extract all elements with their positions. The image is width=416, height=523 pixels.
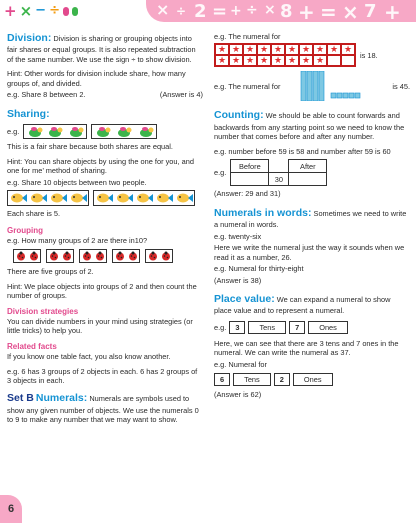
- star-cell: ★: [215, 55, 229, 66]
- middle-number-cell: 30: [269, 173, 289, 186]
- banner-pill: [63, 7, 69, 16]
- fish-icon: [155, 192, 173, 204]
- division-example-row: [7, 90, 203, 99]
- ones-value-2: 2: [274, 373, 290, 386]
- numerals-words-heading: Numerals in words:: [214, 206, 312, 219]
- counting-heading: Counting:: [214, 109, 264, 122]
- fish-icon: [49, 192, 67, 204]
- sharing-text: This is a fair share because both shares are equal.: [7, 142, 173, 152]
- fish-icon: [115, 192, 133, 204]
- ladybug-icon: [115, 251, 125, 261]
- strategies-heading: Division strategies: [7, 306, 79, 316]
- numeral-for-blocks-answer: is 45.: [392, 81, 410, 91]
- star-cell: ★: [285, 44, 299, 55]
- grouping-heading: Grouping: [7, 225, 43, 235]
- place-value-explain: Here, we can see that there are 3 tens and 7 ones in the numeral. We can write the numeral as 37.: [214, 338, 399, 358]
- strategies-text: You can divide numbers in your mind using strategies (or little tricks) to help you.: [7, 316, 193, 336]
- star-cell: ★: [243, 44, 257, 55]
- division-example: e.g. Share 8 between 2.: [7, 90, 86, 100]
- star-cell: ★: [313, 44, 327, 55]
- related-facts-heading: Related facts: [7, 341, 57, 351]
- star-cell: ★: [271, 55, 285, 66]
- setb-text: Numerals are symbols used to show any given number of objects. We use the numerals 0 to 9 to make any number that we may want to show.: [7, 394, 199, 425]
- turtle-icon: [46, 124, 64, 139]
- star-cell: ★: [229, 55, 243, 66]
- numerals-words-text: Sometimes we need to write a numeral in words.: [214, 208, 407, 230]
- setb-label: Set B: [7, 392, 34, 405]
- banner-math-symbols: [4, 2, 78, 21]
- numeral-for-stars-answer: is 18.: [360, 50, 378, 60]
- numerals-words-example: e.g. twenty-six: [214, 231, 262, 241]
- fish-icon: [175, 192, 193, 204]
- sharing-eg-label: e.g.: [7, 126, 20, 136]
- division-text: Division is sharing or grouping objects into fair shares or equal groups. It is also repeated subtraction of the same number. We use the sign ÷ to show division.: [7, 34, 196, 64]
- ladybug-icon: [82, 251, 92, 261]
- right-column: [214, 32, 410, 402]
- minus-icon: −: [35, 3, 47, 19]
- sharing-result: Each share is 5.: [7, 209, 60, 219]
- sharing-hint: Hint: You can share objects by using the one for you, and one for me’ method of sharing.: [7, 156, 194, 176]
- grouping-result: There are five groups of 2.: [7, 267, 94, 277]
- turtle-icon: [115, 124, 133, 139]
- place-value-answer: (Answer is 62): [214, 390, 262, 400]
- top-banner: [0, 0, 416, 26]
- fish-icon: [135, 192, 153, 204]
- star-cell: ★: [257, 55, 271, 66]
- ladybug-group-box: [145, 249, 173, 263]
- sharing-heading: Sharing:: [7, 107, 50, 120]
- place-value-eg-label: e.g.: [214, 322, 227, 332]
- after-blank-cell[interactable]: [289, 173, 327, 186]
- banner-pink-strip: × ÷ 2 = + ÷ × 8 + = × 7 +: [146, 0, 416, 22]
- star-cell: ★: [229, 44, 243, 55]
- fish-icon: [95, 192, 113, 204]
- turtle-icon: [26, 124, 44, 139]
- star-cell: ★: [313, 55, 327, 66]
- counting-text: We should be able to count forwards and backwards from any starting point so we need to know the number that comes before and after any number.: [214, 111, 405, 142]
- grouping-hint: Hint: We place objects into groups of 2 and then count the number of groups.: [7, 281, 197, 301]
- division-hint: Hint: Other words for division include share, how many groups of, and divided.: [7, 69, 186, 88]
- counting-paragraph: [214, 109, 410, 141]
- page-number: 6: [0, 495, 22, 523]
- star-cell: ★: [327, 44, 341, 55]
- ladybug-groups: [13, 249, 203, 263]
- related-facts-example: e.g. 6 has 3 groups of 2 objects in each. 6 has 2 groups of 3 objects in each.: [7, 366, 198, 386]
- ones-label: Ones: [308, 321, 348, 334]
- divide-icon: ÷: [49, 3, 60, 19]
- related-facts-text: If you know one table fact, you also know another.: [7, 352, 171, 362]
- division-heading: Division:: [7, 32, 52, 44]
- after-header: After: [289, 160, 327, 173]
- before-header: Before: [231, 160, 269, 173]
- turtle-icon: [94, 124, 112, 139]
- setb-numerals-heading: Numerals:: [35, 392, 88, 405]
- ladybug-icon: [148, 251, 158, 261]
- blocks-row: [214, 71, 410, 101]
- tens-value: 3: [229, 321, 245, 334]
- star-cell: ★: [271, 44, 285, 55]
- before-after-row: [214, 159, 410, 186]
- times-icon: ×: [19, 2, 33, 20]
- counting-eg-label: e.g.: [214, 168, 227, 178]
- star-cell: ★: [341, 44, 355, 55]
- ladybug-icon: [49, 251, 59, 261]
- ones-value: 7: [289, 321, 305, 334]
- ladybug-group-box: [46, 249, 74, 263]
- turtle-group-box: [23, 124, 87, 139]
- counting-answer: (Answer: 29 and 31): [214, 189, 281, 199]
- numerals-words-answer: (Answer is 38): [214, 275, 262, 285]
- division-answer: (Answer is 4): [159, 90, 203, 100]
- numerals-words-example2: e.g. Numeral for thirty-eight: [214, 264, 304, 274]
- place-value-example2-row: [214, 373, 410, 386]
- sharing-example: e.g. Share 10 objects between two people.: [7, 177, 147, 187]
- grouping-example: e.g. How many groups of 2 are there in10?: [7, 235, 148, 245]
- star-cell: ★: [299, 55, 313, 66]
- star-cell: ★: [215, 44, 229, 55]
- turtle-group-box: [91, 124, 157, 139]
- ladybug-icon: [62, 251, 72, 261]
- turtle-icon: [137, 124, 155, 139]
- star-ten-frame: [214, 43, 356, 67]
- fish-groups: [7, 190, 203, 206]
- star-cell: [327, 55, 341, 66]
- ladybug-group-box: [79, 249, 107, 263]
- sharing-example-row: [7, 124, 203, 139]
- place-value-heading: Place value:: [214, 293, 275, 306]
- ladybug-group-box: [13, 249, 41, 263]
- place-value-paragraph: [214, 293, 410, 316]
- tens-label: Tens: [248, 321, 286, 334]
- banner-pill: [72, 7, 78, 16]
- base-ten-blocks-icon: [299, 71, 373, 101]
- before-blank-cell[interactable]: [231, 173, 269, 186]
- ones-label-2: Ones: [293, 373, 333, 386]
- star-cell: ★: [257, 44, 271, 55]
- ladybug-icon: [128, 251, 138, 261]
- star-cell: ★: [243, 55, 257, 66]
- place-value-example-row: [214, 321, 410, 334]
- fish-icon: [9, 192, 27, 204]
- before-after-table: [230, 159, 327, 186]
- numerals-words-explain: Here we write the numeral just the way it sounds when we read it as a number, 26.: [214, 243, 405, 262]
- ladybug-icon: [16, 251, 26, 261]
- division-paragraph: [7, 32, 203, 64]
- ladybug-icon: [29, 251, 39, 261]
- plus-icon: +: [4, 2, 17, 20]
- place-value-example2: e.g. Numeral for: [214, 359, 267, 369]
- tens-label-2: Tens: [233, 373, 271, 386]
- turtle-icon: [67, 124, 85, 139]
- star-grid-row: [214, 43, 410, 67]
- spacer-cell: [269, 160, 289, 173]
- fish-icon: [69, 192, 87, 204]
- numeral-for-blocks-label: e.g. The numeral for: [214, 81, 281, 91]
- star-cell: ★: [285, 55, 299, 66]
- setb-paragraph: [7, 392, 203, 424]
- counting-example: e.g. number before 59 is 58 and number after 59 is 60: [214, 146, 391, 156]
- ladybug-icon: [161, 251, 171, 261]
- numerals-words-paragraph: [214, 207, 410, 230]
- ladybug-icon: [95, 251, 105, 261]
- star-cell: ★: [299, 44, 313, 55]
- tens-value-2: 6: [214, 373, 230, 386]
- place-value-text: We can expand a numeral to show place value and to represent a numeral.: [214, 295, 391, 316]
- numeral-for-stars-label: e.g. The numeral for: [214, 32, 281, 41]
- ladybug-group-box: [112, 249, 140, 263]
- star-cell: [341, 55, 355, 66]
- left-column: [7, 32, 203, 427]
- fish-group-box: [93, 190, 195, 206]
- fish-group-box: [7, 190, 89, 206]
- fish-icon: [29, 192, 47, 204]
